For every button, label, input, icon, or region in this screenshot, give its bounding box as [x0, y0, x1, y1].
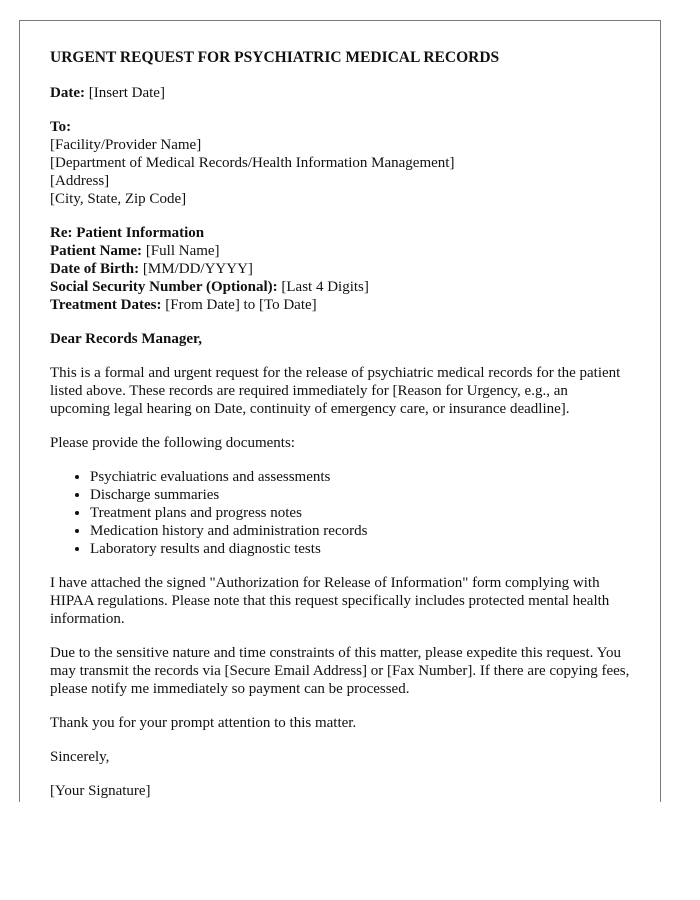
to-label: To:: [50, 119, 72, 135]
date-label: Date:: [50, 85, 85, 101]
field-label: Social Security Number (Optional):: [50, 279, 278, 295]
ssn-line: [50, 278, 630, 296]
recipient-line: [City, State, Zip Code]: [50, 191, 187, 207]
signature-line: [Your Signature]: [50, 783, 151, 799]
list-item: • Psychiatric evaluations and assessments: [90, 468, 630, 486]
field-value: [MM/DD/YYYY]: [142, 261, 253, 277]
authorization-paragraph: I have attached the signed "Authorization for Release of Information" form complying with HIPAA regulations. Please note that this request specifically includes protected mental health information.: [50, 575, 610, 627]
letter-title: URGENT REQUEST FOR PSYCHIATRIC MEDICAL RECORDS: [50, 49, 500, 66]
salutation: [50, 330, 630, 348]
thanks-line: Thank you for your prompt attention to this matter.: [50, 715, 357, 731]
date-value: [Insert Date]: [88, 85, 165, 101]
intro-paragraph: This is a formal and urgent request for the release of psychiatric medical records for the patient listed above. These records are required immediately for [Reason for Urgency, e.g., an upcoming legal hearing on Date, continuity of emergency care, or insurance deadline].: [50, 365, 621, 417]
list-item: • Laboratory results and diagnostic tests: [90, 540, 630, 558]
field-label: Date of Birth:: [50, 261, 140, 277]
letter-document: [19, 20, 661, 802]
recipient-line: [Address]: [50, 173, 110, 189]
field-label: Treatment Dates:: [50, 297, 162, 313]
field-value: [Full Name]: [145, 243, 220, 259]
urgency-paragraph: Due to the sensitive nature and time constraints of this matter, please expedite this request. You may transmit the records via [Secure Email Address] or [Fax Number]. If there are copying fees, please notify me immediately so payment can be processed.: [50, 645, 630, 697]
field-value: [Last 4 Digits]: [281, 279, 369, 295]
date-of-birth-line: [50, 260, 630, 278]
documents-list: [50, 468, 630, 558]
closing-line: Sincerely,: [50, 749, 110, 765]
treatment-dates-line: [50, 296, 630, 314]
field-value: [From Date] to [To Date]: [165, 297, 317, 313]
recipient-line: [Department of Medical Records/Health Information Management]: [50, 155, 455, 171]
patient-info-block: [50, 224, 630, 314]
patient-name-line: [50, 242, 630, 260]
documents-intro: Please provide the following documents:: [50, 435, 295, 451]
recipient-block: [50, 118, 630, 208]
date-line: [50, 84, 630, 102]
list-item: • Discharge summaries: [90, 486, 630, 504]
list-item: • Medication history and administration records: [90, 522, 630, 540]
field-label: Patient Name:: [50, 243, 143, 259]
re-heading: Re: Patient Information: [50, 225, 205, 241]
list-item: • Treatment plans and progress notes: [90, 504, 630, 522]
recipient-line: [Facility/Provider Name]: [50, 137, 202, 153]
salutation-text: Dear Records Manager,: [50, 331, 203, 347]
